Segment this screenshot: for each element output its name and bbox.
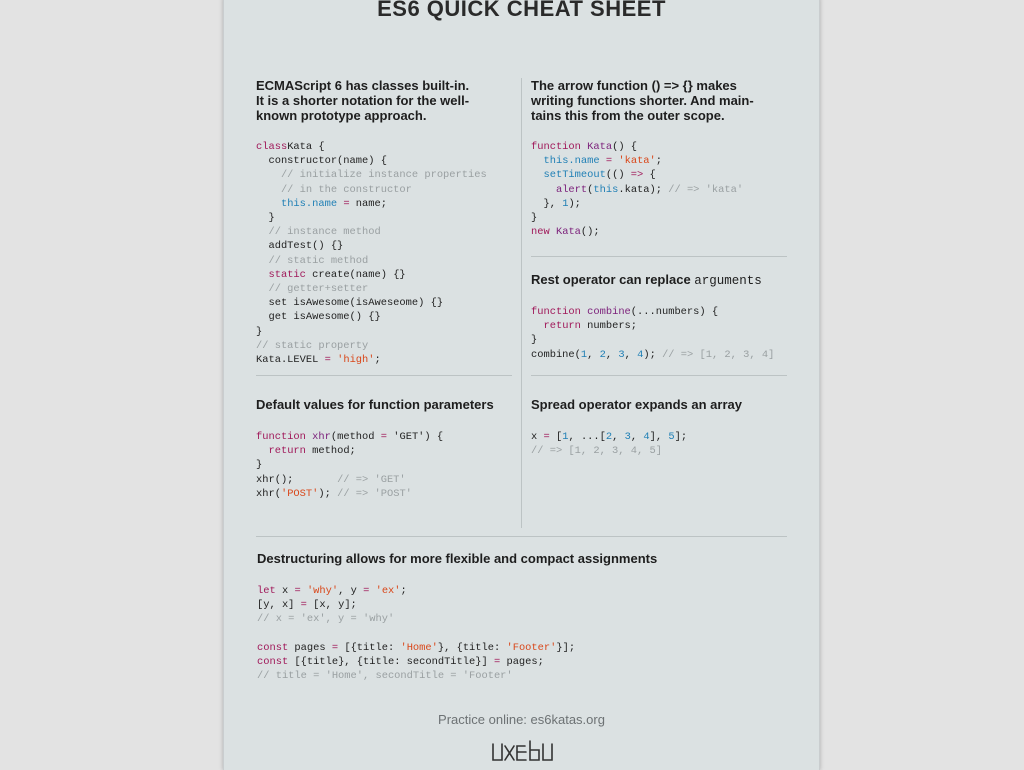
code-line: [531, 445, 662, 457]
code-line: [256, 269, 406, 281]
uxebu-logo-icon: [490, 738, 556, 766]
code-token: ;: [374, 354, 381, 367]
code-token: ,: [630, 431, 644, 443]
code-token: [{title}, {title: secondTitle}]: [288, 656, 494, 669]
code-line: [257, 599, 357, 611]
code-line: [531, 431, 687, 443]
code-token: 1: [580, 348, 588, 361]
practice-online-link[interactable]: Practice online: es6katas.org: [438, 712, 605, 727]
code-line: [257, 656, 544, 668]
code-line: [531, 306, 718, 318]
code-token: =>: [630, 169, 644, 182]
code-token: (method: [330, 431, 381, 443]
code-line: [257, 585, 407, 597]
code-token: =: [331, 641, 339, 654]
code-line: [257, 670, 513, 682]
code-token: // => 'GET': [337, 473, 406, 486]
code-token: );: [568, 197, 581, 210]
code-token: 'ex': [375, 585, 401, 597]
code-token: Kata: [587, 141, 613, 153]
code-token: }: [531, 212, 538, 225]
code-line: [256, 445, 356, 457]
code-token: addTest() {}: [256, 240, 344, 253]
code-token: 5: [668, 431, 675, 443]
code-token: this.name: [543, 155, 600, 168]
code-token: ];: [674, 431, 688, 443]
code-token: () {: [612, 141, 638, 153]
code-token: },: [531, 197, 563, 210]
code-token: combine: [587, 306, 631, 318]
code-line: [531, 169, 656, 181]
code-token: // initialize instance properties: [256, 169, 487, 182]
code-token: );: [643, 348, 663, 361]
code-token: // => [1, 2, 3, 4]: [662, 348, 775, 361]
code-token: create(name) {}: [305, 268, 406, 281]
cheat-sheet-page: [223, 0, 820, 770]
code-token: method;: [305, 445, 356, 458]
code-token: [y, x]: [257, 599, 301, 612]
code-line: [256, 169, 487, 181]
code-token: // static property: [256, 339, 369, 352]
code-line: [531, 320, 637, 332]
code-token: }: [256, 459, 263, 472]
code-line: [256, 255, 368, 267]
code-token: [531, 155, 543, 167]
code-token: pages;: [500, 656, 544, 669]
code-token: [256, 198, 281, 210]
code-token: 'why': [306, 585, 339, 597]
code-token: [: [549, 431, 563, 443]
heading-rest-operator: [531, 272, 762, 289]
code-line: [256, 354, 381, 366]
heading-spread-operator: Spread operator expands an array: [531, 397, 742, 412]
code-token: Kata: [555, 226, 581, 239]
code-token: );: [318, 487, 338, 500]
code-token: class: [256, 141, 288, 153]
code-token: pages: [288, 641, 332, 654]
code-token: ;: [400, 585, 407, 597]
code-token: setTimeout: [543, 169, 606, 182]
code-line: [256, 198, 387, 210]
code-token: // title = 'Home', secondTitle = 'Footer': [257, 670, 513, 683]
code-line: [531, 334, 537, 346]
code-token: [{title:: [338, 641, 401, 654]
code-token: ],: [649, 431, 669, 443]
code-line: [256, 326, 262, 338]
code-token: ;: [655, 155, 663, 168]
code-token: 1: [562, 197, 569, 210]
column-divider: [521, 78, 522, 528]
code-token: // => 'POST': [337, 487, 412, 500]
code-line: [256, 212, 275, 224]
code-token: name;: [349, 197, 387, 210]
code-token: return: [268, 445, 306, 458]
page-title: ES6 QUICK CHEAT SHEET: [377, 0, 666, 21]
code-line: [256, 474, 406, 486]
code-spread-operator: [531, 430, 687, 458]
code-token: .kata);: [618, 183, 669, 196]
code-token: 2: [605, 431, 613, 443]
code-token: 'Home': [400, 641, 438, 654]
code-token: {: [643, 169, 656, 182]
code-line: [256, 141, 325, 153]
code-token: =: [294, 585, 301, 597]
code-token: 2: [599, 348, 606, 361]
code-token: [x, y];: [306, 599, 357, 612]
code-token: ((): [605, 169, 631, 182]
code-line: [256, 240, 343, 252]
code-token: [531, 184, 556, 196]
code-token: xhr();: [256, 473, 338, 486]
code-token: =: [324, 354, 331, 367]
code-token: set isAwesome(isAweseome) {}: [256, 297, 444, 310]
code-token: [256, 445, 268, 457]
code-token: x: [275, 585, 295, 597]
code-token: }];: [556, 641, 576, 654]
code-token: x: [531, 431, 544, 443]
code-line: [531, 155, 662, 167]
heading-rest-text: Rest operator can replace: [531, 272, 695, 287]
code-token: const: [257, 656, 289, 669]
code-token: 3: [618, 348, 625, 361]
code-line: [256, 488, 412, 500]
code-line: [531, 212, 537, 224]
heading-classes: ECMAScript 6 has classes built-in. It is a shorter notation for the well- known prototype approach.: [256, 78, 470, 123]
code-token: =: [337, 197, 350, 210]
code-token: // static method: [256, 254, 369, 267]
code-token: }: [531, 334, 538, 347]
code-token: this.name: [280, 197, 338, 210]
code-token: =: [363, 585, 370, 597]
code-token: 'POST': [280, 487, 319, 500]
code-token: [531, 169, 543, 181]
divider: [256, 536, 787, 537]
code-token: xhr(: [256, 487, 281, 500]
divider: [531, 375, 787, 376]
code-line: [256, 297, 443, 309]
code-token: function: [531, 306, 581, 318]
code-default-values: [256, 430, 443, 501]
code-token: Kata.LEVEL: [256, 354, 325, 367]
code-token: 3: [624, 431, 631, 443]
code-token: this: [593, 183, 619, 196]
code-token: ,: [624, 348, 638, 361]
code-line: [256, 184, 412, 196]
divider: [531, 256, 787, 257]
code-token: (: [587, 183, 594, 196]
code-token: constructor(name) {: [256, 155, 387, 168]
code-token: 'kata': [618, 155, 656, 168]
heading-destructuring: Destructuring allows for more flexible and compact assignments: [257, 551, 658, 566]
code-token: (...numbers) {: [630, 306, 719, 318]
code-token: new: [531, 226, 550, 239]
code-token: function: [256, 431, 306, 443]
code-line: [256, 226, 381, 238]
code-line: [531, 141, 637, 153]
code-token: , y: [338, 585, 364, 597]
code-token: }: [256, 212, 275, 225]
code-token: =: [380, 431, 387, 443]
code-token: , ...[: [568, 431, 606, 443]
code-line: [256, 283, 368, 295]
code-token: 1: [562, 431, 569, 443]
code-token: // getter+setter: [256, 283, 369, 296]
code-token: const: [257, 641, 289, 654]
code-line: [256, 155, 387, 167]
code-token: ();: [580, 226, 600, 239]
code-token: 'high': [337, 354, 375, 367]
code-token: numbers;: [580, 320, 638, 333]
code-token: 4: [637, 348, 644, 361]
code-token: ,: [587, 348, 600, 361]
code-line: [531, 226, 600, 238]
code-token: ,: [605, 348, 619, 361]
code-line: [256, 311, 381, 323]
code-token: =: [605, 155, 613, 168]
code-line: [256, 431, 443, 443]
code-token: return: [543, 320, 581, 333]
code-classes: [256, 140, 487, 367]
code-token: Kata {: [287, 141, 325, 153]
code-token: xhr: [312, 431, 331, 443]
code-token: [531, 320, 543, 332]
code-token: =: [300, 599, 307, 612]
heading-arrow-function: The arrow function () => {} makes writing functions shorter. And main- tains this from the outer scope.: [531, 78, 754, 123]
code-token: }: [256, 325, 263, 338]
code-token: =: [543, 431, 550, 443]
code-rest-operator: [531, 305, 774, 362]
code-token: ,: [612, 431, 625, 443]
code-line: [257, 613, 394, 625]
code-token: alert: [555, 183, 588, 196]
code-token: // instance method: [256, 226, 381, 239]
code-line: [257, 642, 575, 654]
code-token: let: [257, 585, 276, 597]
code-line: [531, 198, 581, 210]
code-token: }, {title:: [437, 641, 507, 654]
heading-default-values: Default values for function parameters: [256, 397, 494, 412]
code-line: [531, 349, 774, 361]
code-token: 'Footer': [506, 641, 557, 654]
code-line: [256, 340, 368, 352]
code-token: // => 'kata': [668, 183, 744, 196]
heading-rest-code: arguments: [694, 274, 762, 288]
code-token: 'GET') {: [387, 431, 444, 443]
code-token: // => [1, 2, 3, 4, 5]: [531, 445, 662, 458]
code-token: static: [268, 268, 306, 281]
code-token: // x = 'ex', y = 'why': [257, 613, 395, 626]
code-token: get isAwesome() {}: [256, 311, 381, 324]
code-token: function: [531, 141, 581, 153]
code-arrow-function: [531, 140, 743, 239]
code-token: combine(: [531, 348, 581, 361]
code-token: // in the constructor: [256, 183, 412, 196]
code-token: =: [493, 656, 501, 669]
code-line: [256, 459, 262, 471]
code-line: [531, 184, 743, 196]
code-token: [256, 269, 268, 281]
code-token: 4: [643, 431, 650, 443]
divider: [256, 375, 512, 376]
code-destructuring: [257, 584, 575, 683]
